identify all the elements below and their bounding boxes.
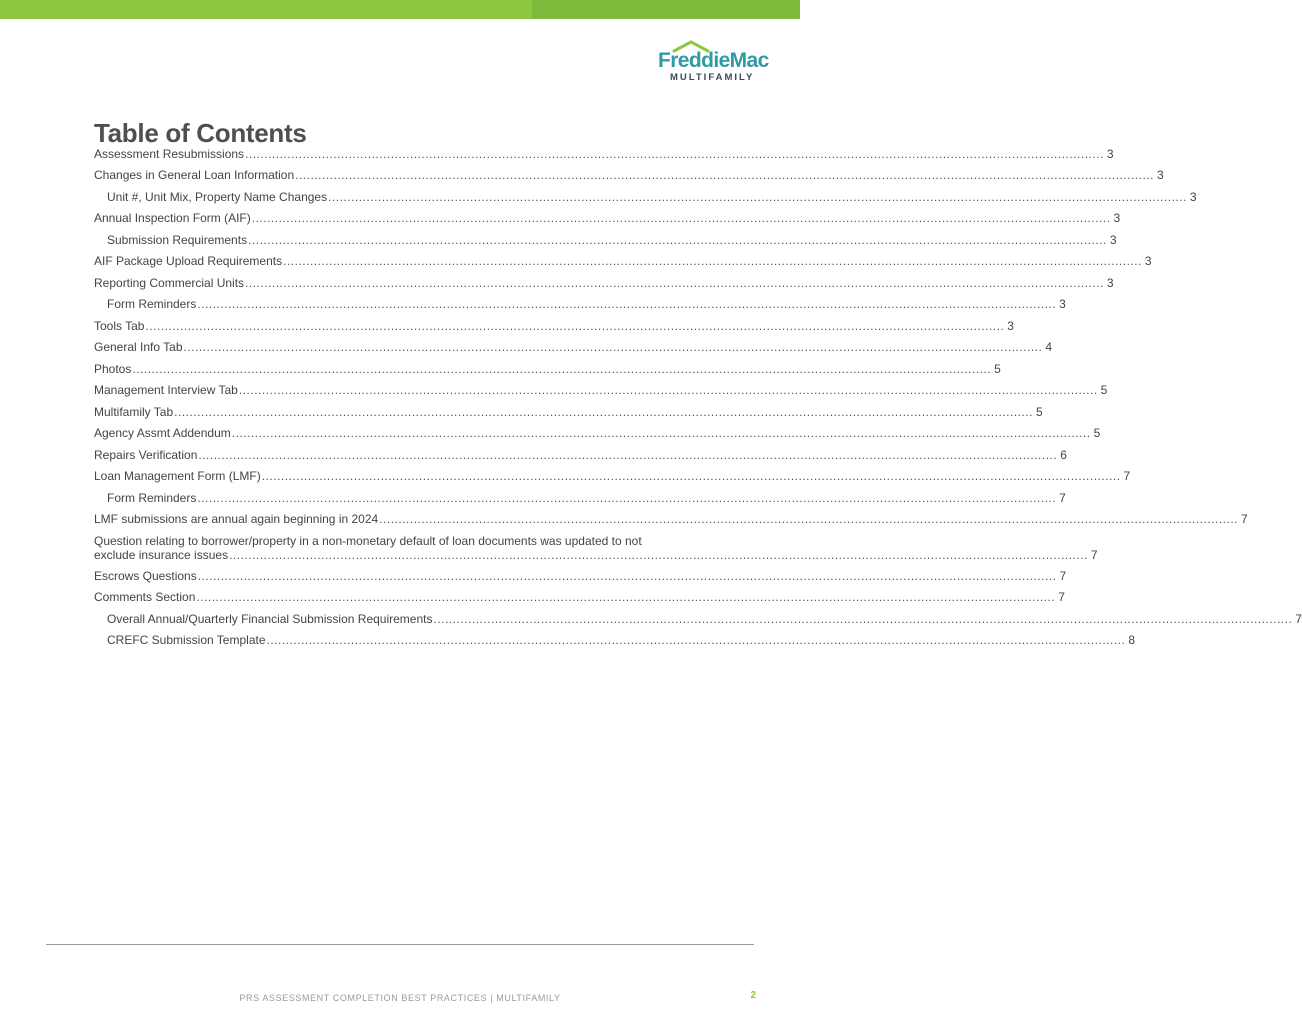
toc-entry-text: Submission Requirements — [107, 233, 248, 247]
toc-entry-text: Agency Assmt Addendum — [94, 426, 231, 440]
toc-leader — [283, 254, 1142, 268]
top-color-bar-accent — [532, 0, 800, 19]
freddie-mac-logo — [655, 40, 775, 86]
toc-entry[interactable] — [94, 491, 1066, 512]
toc-entry[interactable] — [94, 168, 1164, 190]
toc-leader — [267, 633, 1126, 647]
toc-entry-text: Reporting Commercial Units — [94, 276, 245, 290]
toc-entry[interactable] — [94, 190, 1197, 211]
toc-entry-text: LMF submissions are annual again beginning in 2024 — [94, 512, 379, 526]
toc-leader — [252, 211, 1111, 225]
toc-page-number: 3 — [1189, 190, 1197, 204]
toc-leader — [239, 383, 1098, 397]
toc-leader — [433, 612, 1292, 626]
toc-leader — [262, 469, 1121, 483]
toc-leader — [145, 319, 1004, 333]
logo-subtitle: MULTIFAMILY — [670, 72, 755, 83]
toc-entry-text: Changes in General Loan Information — [94, 168, 295, 182]
toc-entry[interactable] — [94, 319, 1014, 340]
footer-title: PRS ASSESSMENT COMPLETION BEST PRACTICES | MULTIFAMILY — [239, 993, 561, 1003]
toc-entry[interactable] — [94, 340, 1053, 362]
toc-page-number: 7 — [1241, 512, 1248, 526]
toc-entry[interactable] — [94, 254, 1152, 276]
toc-page-number: 6 — [1060, 448, 1067, 462]
toc-leader — [174, 405, 1033, 419]
toc-page-number: 5 — [994, 362, 1001, 376]
toc-entry-text: Form Reminders — [107, 491, 197, 505]
toc-leader — [379, 512, 1238, 526]
toc-leader — [197, 297, 1056, 311]
toc-leader — [132, 362, 991, 376]
toc-entry-text: Tools Tab — [94, 319, 145, 333]
toc-page-number: 5 — [1100, 383, 1108, 397]
toc-page-number: 3 — [1109, 233, 1117, 247]
toc-leader — [328, 190, 1187, 204]
toc-entry-text-line2: exclude insurance issues — [94, 548, 229, 562]
toc-entry-text: Loan Management Form (LMF) — [94, 469, 261, 483]
toc-entry-text: Form Reminders — [107, 297, 197, 311]
toc-leader — [245, 147, 1104, 161]
toc-page-number: 3 — [1059, 297, 1066, 311]
toc-entry-text: Repairs Verification — [94, 448, 198, 462]
toc-entry-text: Unit #, Unit Mix, Property Name Changes — [107, 190, 328, 204]
toc-page-number: 3 — [1106, 276, 1114, 290]
toc-entry[interactable] — [94, 612, 1302, 633]
toc-page-number: 8 — [1128, 633, 1136, 647]
toc-entry-text: Multifamily Tab — [94, 405, 174, 419]
toc-entry-text: Photos — [94, 362, 132, 376]
toc-page-number: 7 — [1123, 469, 1131, 483]
toc-leader — [198, 569, 1057, 583]
toc-entry-text: Comments Section — [94, 590, 196, 604]
toc-entry[interactable] — [94, 297, 1066, 319]
toc-page-number: 4 — [1045, 340, 1053, 354]
toc-page-number: 5 — [1093, 426, 1101, 440]
toc-leader — [198, 448, 1057, 462]
toc-entry[interactable] — [94, 448, 1067, 469]
toc-page-number: 7 — [1059, 569, 1067, 583]
toc-entry[interactable] — [94, 276, 1114, 297]
toc-page-number: 7 — [1058, 590, 1065, 604]
toc-leader — [248, 233, 1107, 247]
toc-page-number: 7 — [1090, 548, 1098, 562]
toc-entry[interactable] — [94, 383, 1108, 405]
toc-page-number: 7 — [1059, 491, 1066, 505]
toc-entry[interactable] — [94, 211, 1121, 233]
toc-page-number: 7 — [1295, 612, 1302, 626]
toc-entry[interactable] — [94, 426, 1101, 448]
toc-page-number: 5 — [1035, 405, 1043, 419]
toc-entry-text-line1: Question relating to borrower/property in a non-monetary default of loan documents was updated to not — [94, 534, 642, 548]
toc-leader — [245, 276, 1104, 290]
toc-leader: ................................................................................................................................................................................................................................ — [229, 548, 1088, 562]
toc-entry-text: CREFC Submission Template — [107, 633, 266, 647]
toc-entry-text: Escrows Questions — [94, 569, 197, 583]
footer-divider — [46, 944, 754, 945]
toc-page-number: 3 — [1007, 319, 1014, 333]
toc-leader — [197, 491, 1056, 505]
page-number: 2 — [750, 990, 756, 1001]
toc-entry[interactable] — [94, 233, 1117, 254]
toc-page-number: 3 — [1113, 211, 1121, 225]
toc-entry[interactable] — [94, 405, 1043, 426]
toc-leader — [295, 168, 1154, 182]
toc-entry-text: Overall Annual/Quarterly Financial Submission Requirements — [107, 612, 433, 626]
toc-entry[interactable] — [94, 633, 1136, 655]
toc-title: Table of Contents — [94, 118, 307, 148]
toc-entry-text: General Info Tab — [94, 340, 183, 354]
toc-entry-text: AIF Package Upload Requirements — [94, 254, 283, 268]
toc-entry[interactable] — [94, 469, 1131, 491]
toc-entry[interactable] — [94, 147, 1114, 168]
toc-entry[interactable] — [94, 512, 1248, 534]
toc-entry-text: Management Interview Tab — [94, 383, 238, 397]
toc-entry-multiline[interactable] — [94, 534, 1098, 569]
toc-leader — [232, 426, 1091, 440]
toc-leader — [184, 340, 1043, 354]
toc-entry[interactable] — [94, 362, 1001, 383]
toc-entry[interactable] — [94, 569, 1067, 590]
toc-leader — [196, 590, 1055, 604]
toc-entry-text: Annual Inspection Form (AIF) — [94, 211, 251, 225]
toc-entry-text: Assessment Resubmissions — [94, 147, 245, 161]
toc-page-number: 3 — [1156, 168, 1164, 182]
toc-page-number: 3 — [1144, 254, 1152, 268]
toc-entry[interactable] — [94, 590, 1065, 612]
toc-page-number: 3 — [1106, 147, 1114, 161]
logo-wordmark: FreddieMac — [658, 49, 769, 72]
toc-list — [94, 147, 1302, 655]
toc-entry-line2 — [94, 548, 1098, 562]
